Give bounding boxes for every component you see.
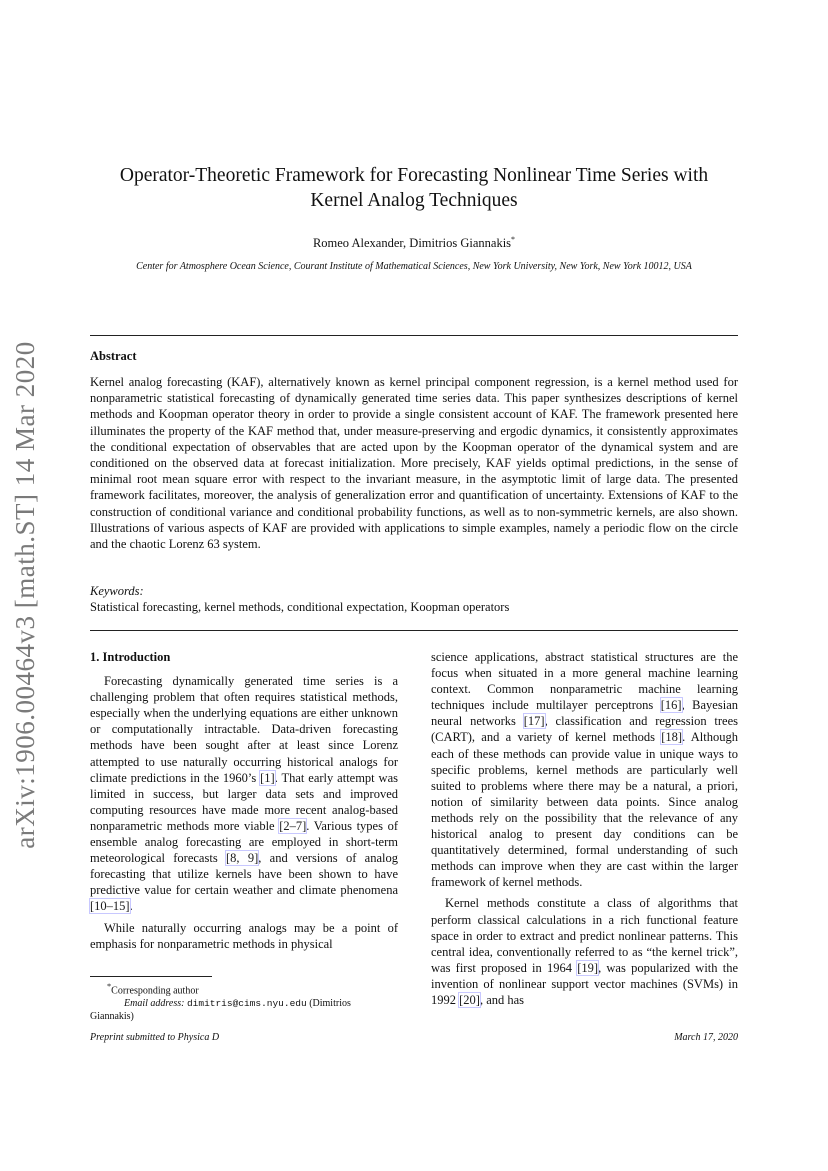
intro-paragraph-2-continued: science applications, abstract statistical structures are the focus when situated in a more general machine learning context. Common nonparametric machine learning techniques include multilayer perceptrons [16], Bayesian neural networks [17], classification and regression trees (CART), and a variety of kernel methods [18]. Although each of these methods can provide value in unique ways to specific problems, kernel methods are particularly well suited to problems where there may be a natural, a priori, notion of similarity between data points. Since analog methods rely on the possibility that the relevance of any historical analog to present day conditions can be quantitatively determined, formal understanding of such methods can improve when they are cast within the larger framework of kernel methods. xyxy=(431,650,738,890)
citation-link[interactable]: [16] xyxy=(660,698,682,713)
intro-paragraph-1: Forecasting dynamically generated time series is a challenging problem that often requires statistical methods, especially when the underlying equations are either unknown or computationally intractable. Data-driven forecasting methods have been sought after at least since Lorenz attempted to use naturally occurring historical analogs for climate predictions in the 1960’s [1]. That early attempt was limited in success, but larger data sets and improved computing resources have made more recent analog-based nonparametric methods more viable [2–7]. Various types of ensemble analog forecasting are employed in short-term meteorological forecasts [8, 9], and versions of analog forecasting that utilize kernels have been shown to have predictive value for certain weather and climate phenomena [10–15]. xyxy=(90,674,398,914)
authors-text: Romeo Alexander, Dimitrios Giannakis xyxy=(312,236,512,251)
citation-link[interactable]: [8, 9] xyxy=(225,851,259,866)
intro-paragraph-3: Kernel methods constitute a class of algorithms that perform classical calculations in a rich functional feature space in order to extract and predict nonlinear patterns. This central idea, conventionally referred to as “the kernel trick”, was first proposed in 1964 [19], was popularized with the invention of nonlinear support vector machines (SVMs) in 1992 [20], and has xyxy=(431,896,739,1007)
citation-link[interactable]: [20] xyxy=(459,992,480,1007)
email-link[interactable]: dimitris@cims.nyu.edu xyxy=(186,998,307,1010)
author-list xyxy=(90,235,738,251)
corresponding-author-mark[interactable]: * xyxy=(511,235,516,244)
abstract-text: Kernel analog forecasting (KAF), alternatively known as kernel principal component regression, is a kernel method used for nonparametric statistical forecasting of dynamically generated time series data. This paper synthesizes descriptions of kernel methods and Koopman operator theory in order to provide a single consistent account of KAF. The framework presented here illuminates the property of the KAF method that, under measure-preserving and ergodic dynamics, it consistently approximates the conditional expectation of observables that are acted upon by the Koopman operator of the dynamical system and are conditioned on the observed data at forecast initialization. More precisely, KAF yields optimal predictions, in the sense of minimal root mean square error with respect to the invariant measure, in the asymptotic limit of large data. The presented framework facilitates, moreover, the analysis of generalization error and quantification of uncertainty. Extensions of KAF to the construction of conditional variance and conditional probability functions, as well as to non-symmetric kernels, are also shown. Illustrations of various aspects of KAF are provided with applications to simple examples, namely a periodic flow on the circle and the chaotic Lorenz 63 system. xyxy=(90,375,738,552)
affiliation: Center for Atmosphere Ocean Science, Courant Institute of Mathematical Sciences, New York University, New York, New York 10012, USA xyxy=(136,261,692,272)
title-line-2: Kernel Analog Techniques xyxy=(310,190,518,211)
title-line-1: Operator-Theoretic Framework for Forecasting Nonlinear Time Series with xyxy=(119,165,709,186)
footnote-corresponding: *Corresponding author xyxy=(107,982,199,997)
citation-link[interactable]: [18] xyxy=(661,730,683,745)
keywords-heading: Keywords: xyxy=(90,584,144,598)
left-column xyxy=(90,649,398,952)
citation-link[interactable]: [1] xyxy=(260,770,275,785)
section-heading-introduction: 1. Introduction xyxy=(90,650,171,664)
preprint-date: March 17, 2020 xyxy=(674,1032,738,1043)
abstract-heading: Abstract xyxy=(90,349,137,363)
citation-link[interactable]: [10–15] xyxy=(90,899,130,914)
citation-link[interactable]: [17] xyxy=(523,714,545,729)
paper-title xyxy=(90,163,738,213)
right-column xyxy=(431,649,738,1008)
footnote xyxy=(90,980,390,1023)
keywords-text: Statistical forecasting, kernel methods, conditional expectation, Koopman operators xyxy=(90,600,510,614)
footnote-rule xyxy=(90,976,212,977)
preprint-note: Preprint submitted to Physica D xyxy=(90,1032,220,1043)
abstract-top-rule xyxy=(90,335,738,336)
citation-link[interactable]: [19] xyxy=(577,960,599,975)
footnote-email: Email address: dimitris@cims.nyu.edu (Dimitrios Giannakis) xyxy=(90,998,351,1023)
intro-paragraph-2: While naturally occurring analogs may be a point of emphasis for nonparametric methods in physical xyxy=(90,920,398,951)
arxiv-identifier-stamp: arXiv:1906.00464v3 [math.ST] 14 Mar 2020 xyxy=(10,341,40,849)
citation-link[interactable]: [2–7] xyxy=(279,818,307,833)
abstract-bottom-rule xyxy=(90,630,738,631)
